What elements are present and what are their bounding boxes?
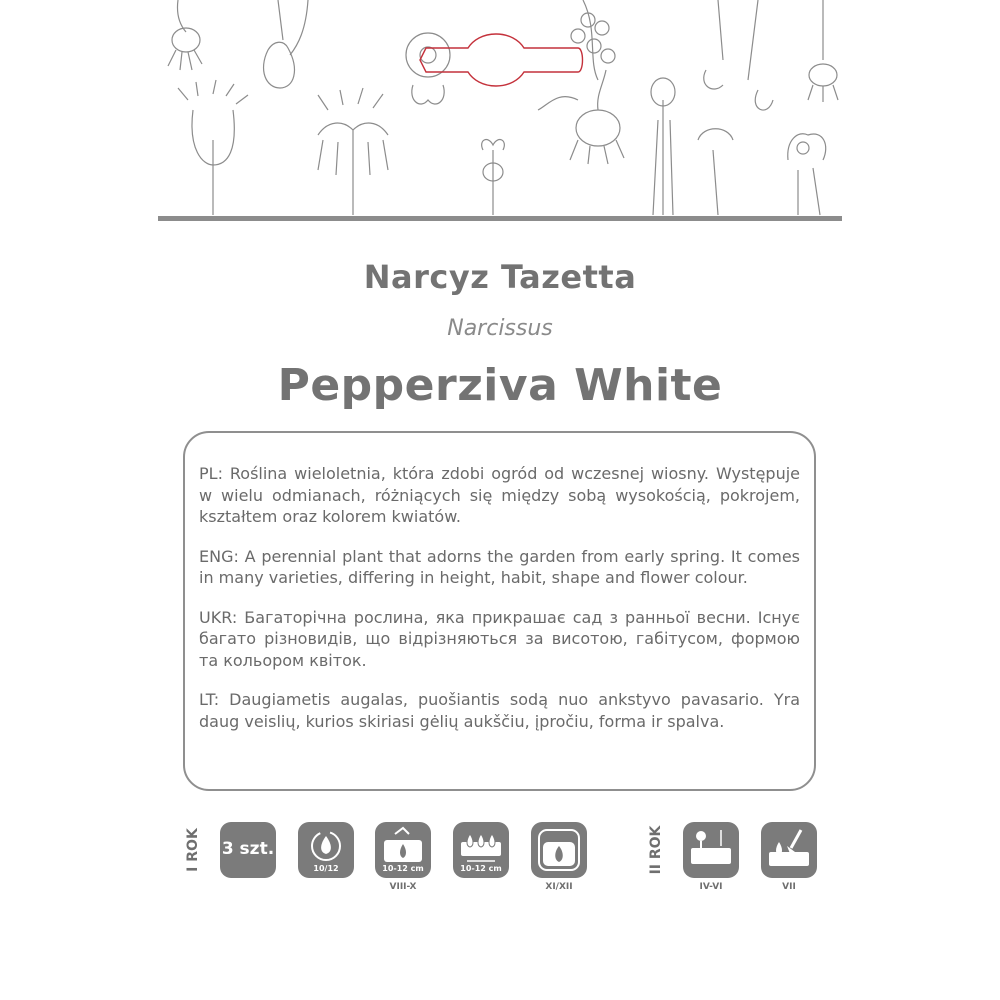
hanger-slot — [420, 34, 583, 86]
latin-name: Narcissus — [447, 316, 553, 341]
description-box — [183, 431, 816, 791]
winter-cover-icon — [531, 822, 587, 878]
description-eng: ENG: A perennial plant that adorns the garden from early spring. It comes in many varieties, differing in height, habit, shape and flower colour. — [199, 546, 800, 587]
planting-depth-months: VIII-X — [389, 882, 417, 892]
common-name: Narcyz Tazetta — [363, 258, 637, 296]
flowering-months: IV-VI — [699, 882, 723, 892]
digging-months: VII — [782, 882, 796, 892]
quantity-tile — [220, 822, 276, 878]
quantity-text: 3 szt. — [221, 839, 275, 859]
botanical-illustration — [158, 0, 842, 222]
planting-depth-tile — [375, 822, 431, 878]
year1-label: I ROK — [185, 828, 201, 872]
description-ukr: UKR: Багаторічна рослина, яка прикрашає сад з ранньої весни. Існує багато різновидів, що відрізняються за висотою, габітусом, формою та кольором квіток. — [199, 607, 800, 670]
bulb-size-tile — [298, 822, 354, 878]
winter-cover-months: XI/XII — [545, 882, 573, 892]
variety-name: Pepperziva White — [277, 360, 723, 411]
winter-cover-tile — [531, 822, 587, 878]
description-lt: LT: Daugiametis augalas, puošiantis sodą nuo ankstyvo pavasario. Yra daug veislių, kurios skiriasi gėlių aukščiu, įpročiu, forma ir spalva. — [199, 690, 800, 731]
flowering-icon — [683, 822, 739, 878]
description-pl: PL: Roślina wieloletnia, która zdobi ogród od wczesnej wiosny. Występuje w wielu odmianach, różniących się między sobą wysokością, pokrojem, kształtem oraz kolorem kwiatów. — [199, 464, 800, 526]
planting-depth-text: 10-12 cm — [382, 864, 424, 873]
digging-icon — [761, 822, 817, 878]
flowering-tile — [683, 822, 739, 878]
bulb-size-text: 10/12 — [313, 864, 339, 873]
year2-label: II ROK — [648, 825, 664, 875]
planting-spacing-tile — [453, 822, 509, 878]
planting-spacing-text: 10-12 cm — [460, 864, 502, 873]
digging-tile — [761, 822, 817, 878]
